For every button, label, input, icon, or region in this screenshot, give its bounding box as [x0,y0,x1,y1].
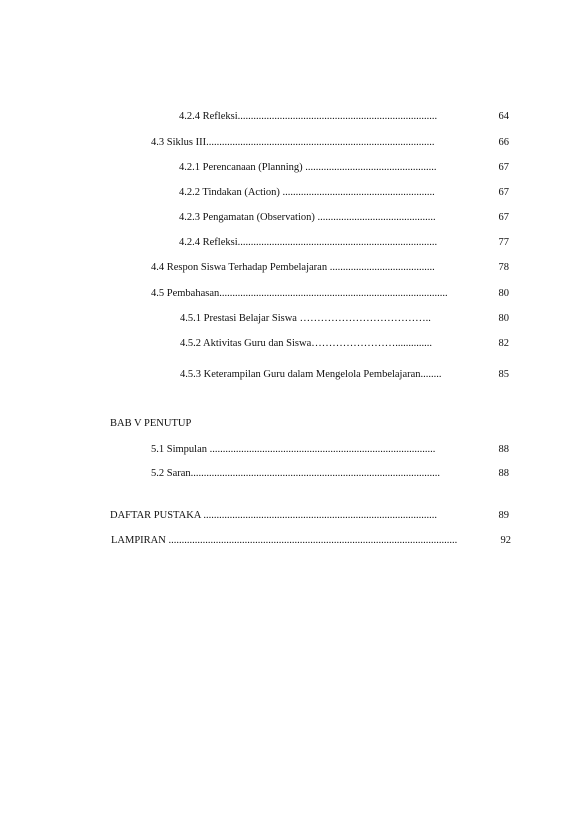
toc-entry-page: 88 [498,444,509,455]
toc-entry-page: 80 [498,313,509,324]
toc-entry [179,186,509,200]
toc-entry [151,467,509,481]
toc-entry-daftar-pustaka [110,509,509,523]
toc-entry [180,312,509,326]
toc-entry [179,211,509,225]
toc-entry [179,236,509,250]
toc-entry [180,337,509,351]
toc-entry-page: 77 [498,237,509,248]
toc-entry-page: 64 [498,111,509,122]
toc-entry-title: 4.2.3 Pengamatan (Observation) ............................................. [179,212,436,223]
toc-entry-lampiran [111,534,511,548]
toc-entry-title: 4.2.1 Perencanaan (Planning) .................................................. [179,162,437,173]
toc-entry-title: 5.2 Saran............................................................................................... [151,468,441,479]
toc-entry-title: 4.4 Respon Siswa Terhadap Pembelajaran ........................................ [151,262,435,273]
toc-entry-title: 4.5.3 Keterampilan Guru dalam Mengelola Pembelajaran........ [180,369,442,380]
toc-entry [151,136,509,150]
toc-entry-title: 5.1 Simpulan ...................................................................................... [151,444,436,455]
toc-entry [151,261,509,275]
toc-entry-title: 4.2.4 Refleksi............................................................................ [179,111,438,122]
toc-entry-title: 4.3 Siklus III....................................................................................... [151,137,435,148]
toc-entry-title: LAMPIRAN .............................................................................................................. [111,535,458,546]
toc-entry-page: 92 [500,535,511,546]
toc-entry-page: 67 [498,162,509,173]
toc-entry-page: 66 [498,137,509,148]
toc-entry-page: 85 [498,369,509,380]
toc-entry-page: 89 [498,510,509,521]
toc-entry-title: 4.5 Pembahasan....................................................................................... [151,288,448,299]
toc-entry [179,161,509,175]
toc-entry-page: 67 [498,187,509,198]
toc-entry-page: 82 [498,338,509,349]
toc-entry-title: 4.2.4 Refleksi............................................................................ [179,237,438,248]
toc-entry [151,287,509,301]
toc-entry [179,110,509,124]
toc-entry-page: 88 [498,468,509,479]
toc-entry-page: 67 [498,212,509,223]
toc-entry-title: 4.5.1 Prestasi Belajar Siswa ……………………………….. [180,313,431,324]
toc-entry-title: DAFTAR PUSTAKA ......................................................................................... [110,510,438,521]
toc-entry-title: 4.2.2 Tindakan (Action) .......................................................... [179,187,435,198]
toc-entry-page: 78 [498,262,509,273]
toc-entry-page: 80 [498,288,509,299]
toc-entry-title: 4.5.2 Aktivitas Guru dan Siswa…………………….............. [180,338,432,349]
toc-entry [151,443,509,457]
toc-entry [180,368,509,382]
chapter-heading: BAB V PENUTUP [110,418,192,429]
